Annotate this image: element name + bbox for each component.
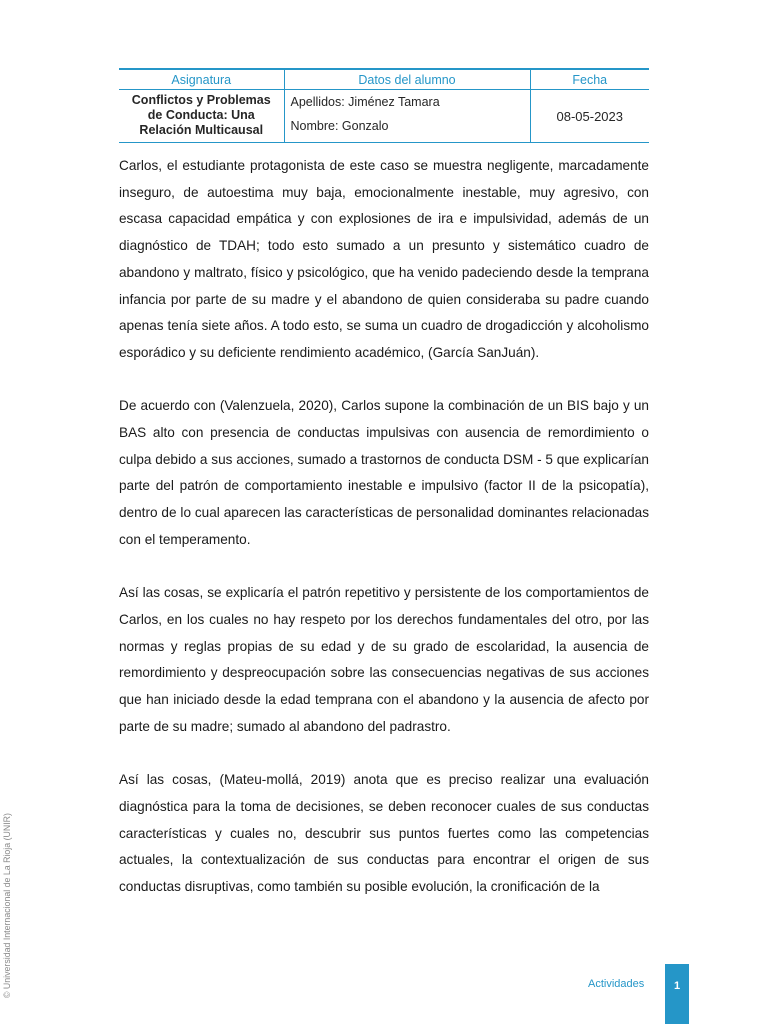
student-name: Nombre: Gonzalo — [290, 119, 389, 133]
paragraph-3: Así las cosas, se explicaría el patrón repetitivo y persistente de los comportamientos de Carlos, en los cuales no hay respeto por los derechos fundamentales del otro, por las normas y reglas propias de su edad y de su grado de escolaridad, la ausencia de remordimiento y despreocupación sobre las consecuencias negativas de sus acciones que han iniciado desde la edad temprana con el abandono y la ausencia de afecto por parte de su madre; sumado al abandono del padrastro. — [119, 585, 649, 734]
page-number: 1 — [673, 980, 681, 992]
paragraph-2: De acuerdo con (Valenzuela, 2020), Carlos supone la combinación de un BIS bajo y un BAS alto con presencia de conductas impulsivas con ausencia de remordimiento o culpa debido a sus acciones, sumado a trastornos de conducta DSM - 5 que explicarían parte del patrón de comportamiento inestable e impulsivo (factor II de la psicopatía), dentro de lo cual aparecen las características de personalidad dominantes relacionadas con el temperamento. — [119, 398, 649, 547]
paragraph-4: Así las cosas, (Mateu-mollá, 2019) anota que es preciso realizar una evaluación diagnóstica para la toma de decisiones, se deben reconocer cuales de sus conductas características y cuales no, descubrir sus puntos fuertes como las competencias actuales, la contextualización de sus conductas para encontrar el origen de sus conductas disruptivas, como también su posible evolución, la cronificación de la — [119, 772, 649, 894]
header-col-student: Datos del alumno — [284, 69, 530, 90]
student-info — [284, 90, 530, 143]
copyright-notice: © Universidad Internacional de La Rioja (UNIR) — [2, 813, 12, 998]
document-body — [119, 153, 649, 927]
paragraph-1: Carlos, el estudiante protagonista de este caso se muestra negligente, marcadamente inseguro, de autoestima muy baja, emocionalmente inestable, muy agresivo, con escasa capacidad empática y con explosiones de ira e impulsividad, además de un diagnóstico de TDAH; todo esto sumado a un presunto y sistemático cuadro de abandono y maltrato, físico y psicológico, que ha venido padeciendo desde la temprana infancia por parte de su madre y el abandono de quien consideraba su padre cuando apenas tenía siete años. A todo esto, se suma un cuadro de drogadicción y alcoholismo esporádico y su deficiente rendimiento académico, (García SanJuán). — [119, 158, 649, 360]
header-col-subject: Asignatura — [119, 69, 284, 90]
subject-title: Conflictos y Problemas de Conducta: Una Relación Multicausal — [119, 90, 284, 143]
header-table — [119, 68, 649, 143]
footer-section-label: Actividades — [588, 978, 645, 990]
submission-date: 08-05-2023 — [530, 90, 649, 143]
student-surname: Apellidos: Jiménez Tamara — [290, 95, 440, 109]
header-col-date: Fecha — [530, 69, 649, 90]
page-number-box — [665, 964, 689, 1024]
